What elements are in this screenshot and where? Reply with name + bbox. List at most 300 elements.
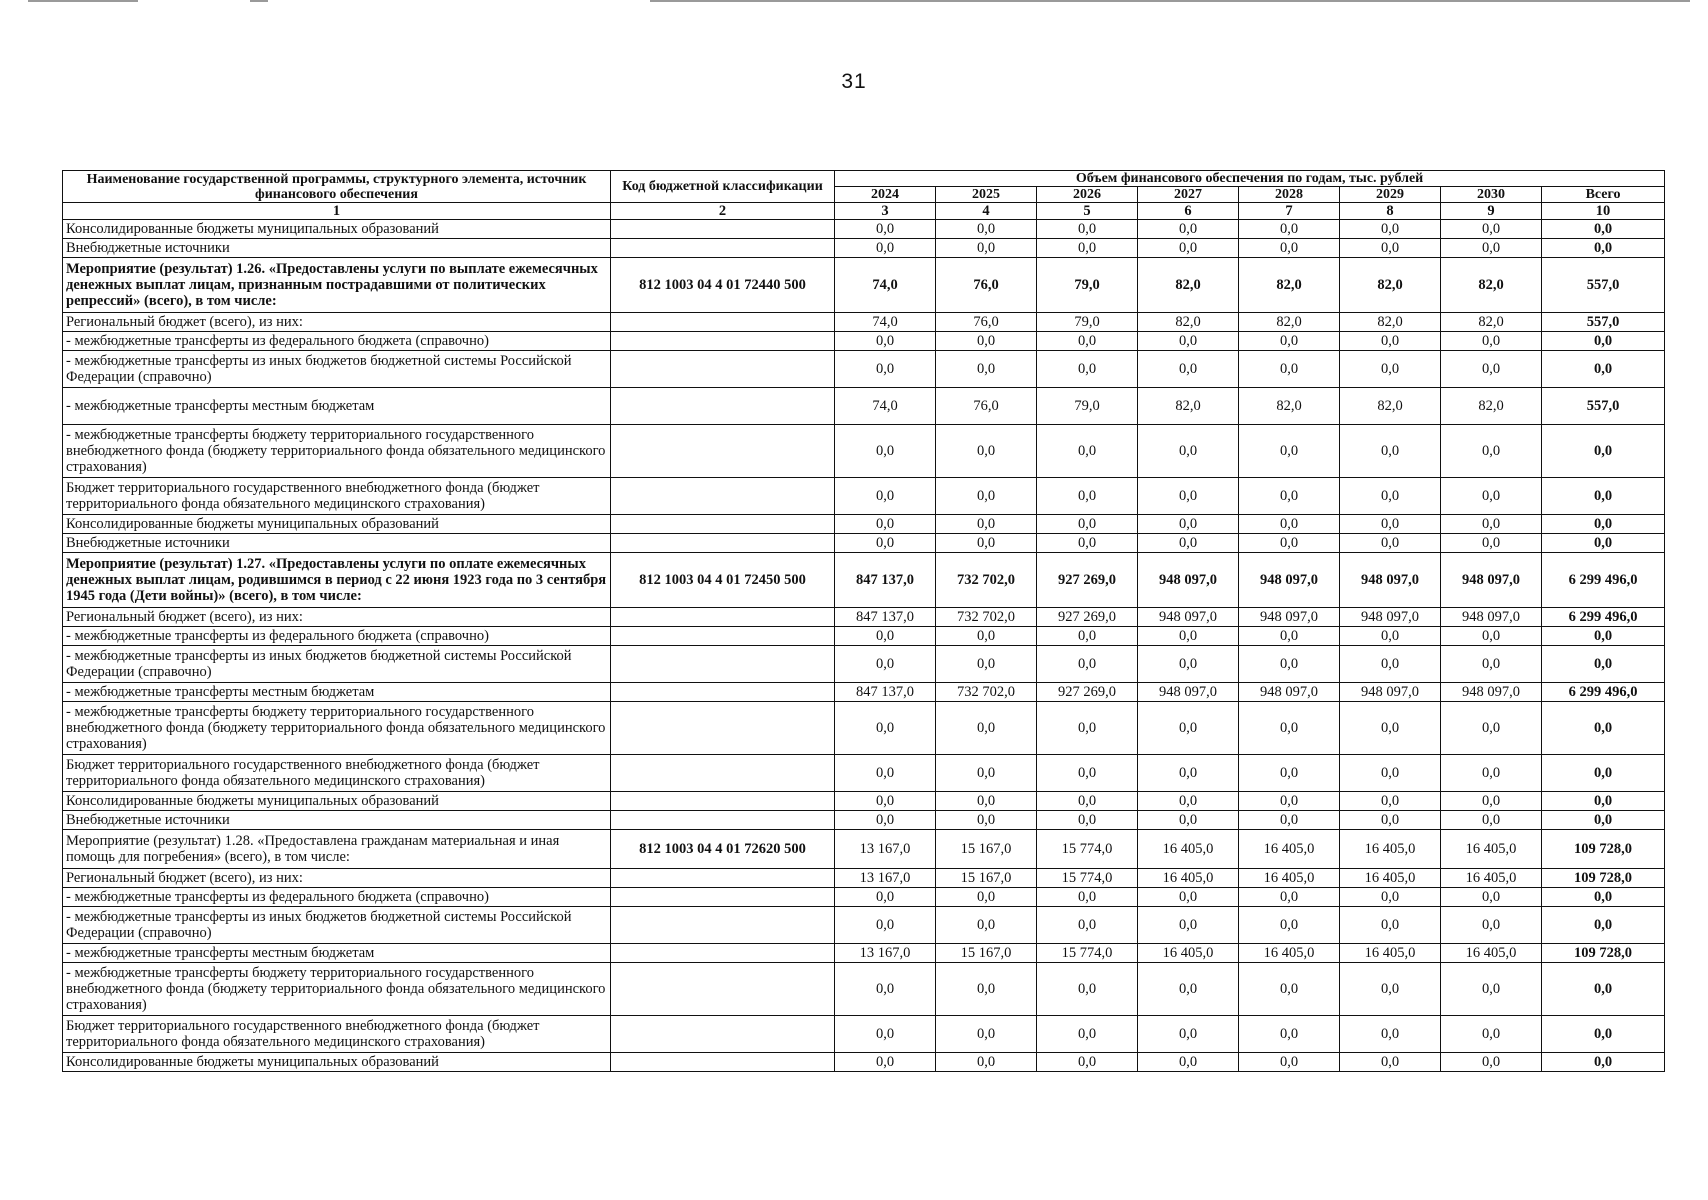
total-value-cell: 0,0 — [1542, 478, 1665, 515]
total-value-cell: 0,0 — [1542, 425, 1665, 478]
scan-edge-line — [250, 0, 268, 2]
year-value-cell: 16 405,0 — [1138, 944, 1239, 963]
header-row-1 — [63, 171, 1665, 187]
year-value-cell: 0,0 — [1441, 220, 1542, 239]
year-value-cell: 0,0 — [1340, 332, 1441, 351]
table-row — [63, 239, 1665, 258]
year-value-cell: 0,0 — [1239, 888, 1340, 907]
year-value-cell: 0,0 — [1239, 646, 1340, 683]
year-value-cell: 0,0 — [1239, 332, 1340, 351]
row-name-cell: - межбюджетные трансферты из иных бюджетов бюджетной системы Российской Федерации (справочно) — [63, 646, 611, 683]
year-value-cell: 0,0 — [1239, 627, 1340, 646]
total-value-cell: 0,0 — [1542, 888, 1665, 907]
year-value-cell: 0,0 — [1239, 755, 1340, 792]
budget-code-cell — [611, 515, 835, 534]
year-value-cell: 15 167,0 — [936, 944, 1037, 963]
budget-code-cell — [611, 239, 835, 258]
budget-code-cell — [611, 683, 835, 702]
year-value-cell: 0,0 — [1441, 646, 1542, 683]
year-value-cell: 82,0 — [1441, 313, 1542, 332]
year-value-cell: 0,0 — [1239, 515, 1340, 534]
column-number: 9 — [1441, 203, 1542, 220]
year-value-cell: 0,0 — [1340, 425, 1441, 478]
header-total: Всего — [1542, 187, 1665, 203]
year-value-cell: 15 774,0 — [1037, 830, 1138, 869]
row-name-cell: - межбюджетные трансферты из иных бюджетов бюджетной системы Российской Федерации (справочно) — [63, 907, 611, 944]
year-value-cell: 0,0 — [1138, 907, 1239, 944]
year-value-cell: 0,0 — [1441, 811, 1542, 830]
row-name-cell: Консолидированные бюджеты муниципальных образований — [63, 792, 611, 811]
row-name-cell: - межбюджетные трансферты местным бюджетам — [63, 944, 611, 963]
row-name-cell: Внебюджетные источники — [63, 534, 611, 553]
year-value-cell: 15 774,0 — [1037, 869, 1138, 888]
budget-code-cell — [611, 220, 835, 239]
year-value-cell: 0,0 — [936, 811, 1037, 830]
year-value-cell: 82,0 — [1340, 258, 1441, 313]
year-value-cell: 0,0 — [1138, 239, 1239, 258]
year-value-cell: 847 137,0 — [835, 608, 936, 627]
column-number: 7 — [1239, 203, 1340, 220]
year-value-cell: 0,0 — [1037, 792, 1138, 811]
column-number: 2 — [611, 203, 835, 220]
year-value-cell: 0,0 — [936, 534, 1037, 553]
year-value-cell: 847 137,0 — [835, 553, 936, 608]
table-row — [63, 646, 1665, 683]
year-value-cell: 0,0 — [1239, 478, 1340, 515]
total-value-cell: 109 728,0 — [1542, 944, 1665, 963]
table-row — [63, 1016, 1665, 1053]
column-number: 5 — [1037, 203, 1138, 220]
budget-code-cell — [611, 888, 835, 907]
year-value-cell: 0,0 — [936, 478, 1037, 515]
row-name-cell: - межбюджетные трансферты из иных бюджетов бюджетной системы Российской Федерации (справочно) — [63, 351, 611, 388]
total-value-cell: 0,0 — [1542, 1016, 1665, 1053]
year-value-cell: 79,0 — [1037, 258, 1138, 313]
year-value-cell: 0,0 — [1340, 702, 1441, 755]
column-number: 6 — [1138, 203, 1239, 220]
year-value-cell: 16 405,0 — [1138, 830, 1239, 869]
year-value-cell: 82,0 — [1441, 258, 1542, 313]
row-name-cell: - межбюджетные трансферты бюджету территориального государственного внебюджетного фонда (бюджету территориального фонда обязательного медицинского страхования) — [63, 425, 611, 478]
year-value-cell: 0,0 — [1037, 963, 1138, 1016]
year-value-cell: 0,0 — [936, 792, 1037, 811]
year-value-cell: 0,0 — [835, 907, 936, 944]
column-number: 8 — [1340, 203, 1441, 220]
budget-code-cell — [611, 388, 835, 425]
table-row — [63, 944, 1665, 963]
year-value-cell: 0,0 — [1037, 1053, 1138, 1072]
total-value-cell: 0,0 — [1542, 1053, 1665, 1072]
year-value-cell: 0,0 — [1138, 702, 1239, 755]
year-value-cell: 0,0 — [1037, 239, 1138, 258]
row-name-cell: - межбюджетные трансферты из федерального бюджета (справочно) — [63, 332, 611, 351]
table-row-measure — [63, 553, 1665, 608]
year-value-cell: 0,0 — [1340, 627, 1441, 646]
header-column-numbers — [63, 203, 1665, 220]
year-value-cell: 732 702,0 — [936, 553, 1037, 608]
year-value-cell: 76,0 — [936, 258, 1037, 313]
table-row — [63, 627, 1665, 646]
year-value-cell: 0,0 — [1340, 515, 1441, 534]
year-value-cell: 0,0 — [1138, 963, 1239, 1016]
year-value-cell: 0,0 — [1138, 1053, 1239, 1072]
year-value-cell: 16 405,0 — [1239, 944, 1340, 963]
year-value-cell: 0,0 — [1441, 627, 1542, 646]
year-value-cell: 16 405,0 — [1340, 944, 1441, 963]
table-row — [63, 869, 1665, 888]
year-value-cell: 0,0 — [1037, 534, 1138, 553]
year-value-cell: 0,0 — [1037, 351, 1138, 388]
year-value-cell: 0,0 — [936, 702, 1037, 755]
year-value-cell: 948 097,0 — [1441, 608, 1542, 627]
row-name-cell: - межбюджетные трансферты бюджету территориального государственного внебюджетного фонда (бюджету территориального фонда обязательного медицинского страхования) — [63, 702, 611, 755]
year-value-cell: 0,0 — [1441, 515, 1542, 534]
header-year: 2024 — [835, 187, 936, 203]
year-value-cell: 0,0 — [1441, 332, 1542, 351]
year-value-cell: 0,0 — [835, 220, 936, 239]
total-value-cell: 0,0 — [1542, 792, 1665, 811]
row-name-cell: Мероприятие (результат) 1.27. «Предоставлены услуги по оплате ежемесячных денежных выплат лицам, родившимся в период с 22 июня 1923 года по 3 сентября 1945 года (Дети войны)» (всего), в том числе: — [63, 553, 611, 608]
year-value-cell: 0,0 — [835, 534, 936, 553]
year-value-cell: 0,0 — [1239, 351, 1340, 388]
budget-code-cell — [611, 534, 835, 553]
year-value-cell: 732 702,0 — [936, 608, 1037, 627]
year-value-cell: 0,0 — [1441, 792, 1542, 811]
year-value-cell: 0,0 — [1138, 351, 1239, 388]
table-row — [63, 313, 1665, 332]
total-value-cell: 0,0 — [1542, 220, 1665, 239]
year-value-cell: 74,0 — [835, 258, 936, 313]
year-value-cell: 0,0 — [1340, 534, 1441, 553]
year-value-cell: 82,0 — [1239, 313, 1340, 332]
total-value-cell: 557,0 — [1542, 258, 1665, 313]
year-value-cell: 948 097,0 — [1239, 608, 1340, 627]
header-year: 2030 — [1441, 187, 1542, 203]
year-value-cell: 0,0 — [1037, 1016, 1138, 1053]
row-name-cell: Консолидированные бюджеты муниципальных образований — [63, 220, 611, 239]
year-value-cell: 0,0 — [835, 963, 936, 1016]
year-value-cell: 0,0 — [1138, 811, 1239, 830]
year-value-cell: 0,0 — [1239, 534, 1340, 553]
year-value-cell: 15 774,0 — [1037, 944, 1138, 963]
table-row — [63, 963, 1665, 1016]
table-row — [63, 907, 1665, 944]
table-row — [63, 888, 1665, 907]
budget-code-cell — [611, 627, 835, 646]
year-value-cell: 82,0 — [1138, 258, 1239, 313]
year-value-cell: 0,0 — [1340, 239, 1441, 258]
year-value-cell: 0,0 — [1037, 515, 1138, 534]
year-value-cell: 0,0 — [936, 332, 1037, 351]
year-value-cell: 0,0 — [1239, 907, 1340, 944]
total-value-cell: 109 728,0 — [1542, 869, 1665, 888]
year-value-cell: 0,0 — [1037, 888, 1138, 907]
year-value-cell: 16 405,0 — [1239, 869, 1340, 888]
row-name-cell: Региональный бюджет (всего), из них: — [63, 313, 611, 332]
year-value-cell: 76,0 — [936, 388, 1037, 425]
total-value-cell: 0,0 — [1542, 627, 1665, 646]
header-year: 2027 — [1138, 187, 1239, 203]
budget-code-cell — [611, 907, 835, 944]
row-name-cell: - межбюджетные трансферты местным бюджетам — [63, 683, 611, 702]
year-value-cell: 0,0 — [1340, 888, 1441, 907]
year-value-cell: 0,0 — [1340, 792, 1441, 811]
table-body — [63, 220, 1665, 1072]
year-value-cell: 927 269,0 — [1037, 553, 1138, 608]
row-name-cell: - межбюджетные трансферты из федерального бюджета (справочно) — [63, 888, 611, 907]
year-value-cell: 0,0 — [1340, 646, 1441, 683]
row-name-cell: Бюджет территориального государственного внебюджетного фонда (бюджет территориального фонда обязательного медицинского страхования) — [63, 755, 611, 792]
total-value-cell: 0,0 — [1542, 963, 1665, 1016]
year-value-cell: 0,0 — [936, 1053, 1037, 1072]
year-value-cell: 0,0 — [1037, 627, 1138, 646]
scan-edge-line — [28, 0, 138, 2]
table-row — [63, 351, 1665, 388]
year-value-cell: 76,0 — [936, 313, 1037, 332]
year-value-cell: 0,0 — [1239, 811, 1340, 830]
year-value-cell: 0,0 — [1340, 907, 1441, 944]
budget-code-cell — [611, 702, 835, 755]
row-name-cell: Внебюджетные источники — [63, 811, 611, 830]
year-value-cell: 0,0 — [835, 702, 936, 755]
year-value-cell: 0,0 — [1441, 888, 1542, 907]
year-value-cell: 0,0 — [1340, 1053, 1441, 1072]
header-year: 2025 — [936, 187, 1037, 203]
year-value-cell: 0,0 — [1340, 351, 1441, 388]
total-value-cell: 6 299 496,0 — [1542, 608, 1665, 627]
table-row — [63, 220, 1665, 239]
table-row-measure — [63, 830, 1665, 869]
row-name-cell: Консолидированные бюджеты муниципальных образований — [63, 515, 611, 534]
year-value-cell: 0,0 — [1138, 425, 1239, 478]
year-value-cell: 0,0 — [1239, 1053, 1340, 1072]
year-value-cell: 0,0 — [1239, 702, 1340, 755]
total-value-cell: 0,0 — [1542, 646, 1665, 683]
year-value-cell: 82,0 — [1239, 388, 1340, 425]
year-value-cell: 15 167,0 — [936, 830, 1037, 869]
total-value-cell: 0,0 — [1542, 755, 1665, 792]
year-value-cell: 927 269,0 — [1037, 608, 1138, 627]
year-value-cell: 927 269,0 — [1037, 683, 1138, 702]
header-code-cell: Код бюджетной классификации — [611, 171, 835, 203]
year-value-cell: 948 097,0 — [1441, 683, 1542, 702]
table-row — [63, 478, 1665, 515]
year-value-cell: 0,0 — [936, 515, 1037, 534]
year-value-cell: 0,0 — [835, 888, 936, 907]
table-row — [63, 811, 1665, 830]
year-value-cell: 0,0 — [1441, 534, 1542, 553]
year-value-cell: 16 405,0 — [1441, 869, 1542, 888]
year-value-cell: 16 405,0 — [1239, 830, 1340, 869]
total-value-cell: 0,0 — [1542, 351, 1665, 388]
financing-table — [62, 170, 1665, 1072]
year-value-cell: 0,0 — [835, 478, 936, 515]
table-row — [63, 388, 1665, 425]
table-row — [63, 1053, 1665, 1072]
budget-code-cell — [611, 646, 835, 683]
year-value-cell: 948 097,0 — [1239, 683, 1340, 702]
year-value-cell: 948 097,0 — [1138, 553, 1239, 608]
year-value-cell: 0,0 — [1037, 425, 1138, 478]
header-year: 2026 — [1037, 187, 1138, 203]
year-value-cell: 79,0 — [1037, 313, 1138, 332]
year-value-cell: 732 702,0 — [936, 683, 1037, 702]
year-value-cell: 0,0 — [936, 963, 1037, 1016]
year-value-cell: 0,0 — [1239, 425, 1340, 478]
year-value-cell: 82,0 — [1340, 388, 1441, 425]
year-value-cell: 0,0 — [1138, 755, 1239, 792]
year-value-cell: 0,0 — [1138, 534, 1239, 553]
budget-code-cell — [611, 351, 835, 388]
row-name-cell: Бюджет территориального государственного внебюджетного фонда (бюджет территориального фонда обязательного медицинского страхования) — [63, 478, 611, 515]
year-value-cell: 0,0 — [835, 1016, 936, 1053]
budget-code-cell — [611, 478, 835, 515]
total-value-cell: 0,0 — [1542, 515, 1665, 534]
year-value-cell: 0,0 — [1037, 332, 1138, 351]
year-value-cell: 0,0 — [1239, 963, 1340, 1016]
year-value-cell: 0,0 — [835, 792, 936, 811]
year-value-cell: 948 097,0 — [1138, 608, 1239, 627]
total-value-cell: 557,0 — [1542, 313, 1665, 332]
year-value-cell: 0,0 — [1037, 478, 1138, 515]
year-value-cell: 13 167,0 — [835, 944, 936, 963]
year-value-cell: 0,0 — [1138, 220, 1239, 239]
row-name-cell: Региональный бюджет (всего), из них: — [63, 608, 611, 627]
row-name-cell: - межбюджетные трансферты местным бюджетам — [63, 388, 611, 425]
year-value-cell: 0,0 — [1138, 792, 1239, 811]
table-row-measure — [63, 258, 1665, 313]
budget-code-cell — [611, 608, 835, 627]
year-value-cell: 0,0 — [1441, 425, 1542, 478]
year-value-cell: 847 137,0 — [835, 683, 936, 702]
year-value-cell: 0,0 — [1037, 646, 1138, 683]
year-value-cell: 0,0 — [1239, 1016, 1340, 1053]
year-value-cell: 0,0 — [835, 332, 936, 351]
year-value-cell: 0,0 — [1441, 702, 1542, 755]
total-value-cell: 0,0 — [1542, 702, 1665, 755]
row-name-cell: - межбюджетные трансферты из федерального бюджета (справочно) — [63, 627, 611, 646]
column-number: 4 — [936, 203, 1037, 220]
year-value-cell: 0,0 — [1037, 811, 1138, 830]
year-value-cell: 948 097,0 — [1239, 553, 1340, 608]
table-row — [63, 425, 1665, 478]
year-value-cell: 0,0 — [835, 811, 936, 830]
year-value-cell: 0,0 — [1239, 239, 1340, 258]
year-value-cell: 0,0 — [1138, 888, 1239, 907]
year-value-cell: 0,0 — [1037, 702, 1138, 755]
table-row — [63, 755, 1665, 792]
total-value-cell: 0,0 — [1542, 534, 1665, 553]
table-row — [63, 534, 1665, 553]
budget-code-cell: 812 1003 04 4 01 72620 500 — [611, 830, 835, 869]
row-name-cell: Бюджет территориального государственного внебюджетного фонда (бюджет территориального фонда обязательного медицинского страхования) — [63, 1016, 611, 1053]
header-name-cell: Наименование государственной программы, структурного элемента, источник финансового обеспечения — [63, 171, 611, 203]
year-value-cell: 13 167,0 — [835, 830, 936, 869]
year-value-cell: 0,0 — [835, 1053, 936, 1072]
year-value-cell: 0,0 — [936, 351, 1037, 388]
year-value-cell: 0,0 — [936, 627, 1037, 646]
budget-code-cell — [611, 792, 835, 811]
year-value-cell: 0,0 — [936, 220, 1037, 239]
budget-code-cell — [611, 332, 835, 351]
year-value-cell: 82,0 — [1441, 388, 1542, 425]
page-number: 31 — [841, 70, 867, 93]
year-value-cell: 0,0 — [835, 425, 936, 478]
year-value-cell: 0,0 — [1037, 220, 1138, 239]
budget-code-cell — [611, 425, 835, 478]
column-number: 3 — [835, 203, 936, 220]
budget-code-cell — [611, 811, 835, 830]
row-name-cell: Консолидированные бюджеты муниципальных образований — [63, 1053, 611, 1072]
column-number: 10 — [1542, 203, 1665, 220]
year-value-cell: 16 405,0 — [1441, 944, 1542, 963]
total-value-cell: 109 728,0 — [1542, 830, 1665, 869]
budget-code-cell: 812 1003 04 4 01 72450 500 — [611, 553, 835, 608]
year-value-cell: 0,0 — [835, 351, 936, 388]
column-number: 1 — [63, 203, 611, 220]
total-value-cell: 557,0 — [1542, 388, 1665, 425]
year-value-cell: 0,0 — [1340, 220, 1441, 239]
year-value-cell: 0,0 — [936, 239, 1037, 258]
year-value-cell: 0,0 — [1441, 351, 1542, 388]
year-value-cell: 82,0 — [1138, 388, 1239, 425]
year-value-cell: 0,0 — [1340, 963, 1441, 1016]
year-value-cell: 0,0 — [1138, 627, 1239, 646]
total-value-cell: 0,0 — [1542, 239, 1665, 258]
header-year: 2028 — [1239, 187, 1340, 203]
year-value-cell: 0,0 — [1239, 220, 1340, 239]
year-value-cell: 0,0 — [835, 515, 936, 534]
scan-edge-line — [650, 0, 1690, 2]
year-value-cell: 0,0 — [1441, 1016, 1542, 1053]
year-value-cell: 0,0 — [835, 239, 936, 258]
year-value-cell: 0,0 — [835, 646, 936, 683]
year-value-cell: 0,0 — [1239, 792, 1340, 811]
year-value-cell: 0,0 — [936, 755, 1037, 792]
year-value-cell: 0,0 — [1441, 239, 1542, 258]
year-value-cell: 948 097,0 — [1340, 608, 1441, 627]
budget-code-cell — [611, 313, 835, 332]
year-value-cell: 948 097,0 — [1340, 553, 1441, 608]
year-value-cell: 0,0 — [936, 425, 1037, 478]
total-value-cell: 0,0 — [1542, 332, 1665, 351]
year-value-cell: 79,0 — [1037, 388, 1138, 425]
year-value-cell: 0,0 — [1340, 811, 1441, 830]
row-name-cell: Региональный бюджет (всего), из них: — [63, 869, 611, 888]
total-value-cell: 6 299 496,0 — [1542, 553, 1665, 608]
year-value-cell: 15 167,0 — [936, 869, 1037, 888]
year-value-cell: 0,0 — [835, 755, 936, 792]
year-value-cell: 13 167,0 — [835, 869, 936, 888]
table-row — [63, 702, 1665, 755]
year-value-cell: 0,0 — [1138, 332, 1239, 351]
table-row — [63, 515, 1665, 534]
budget-code-cell — [611, 963, 835, 1016]
year-value-cell: 16 405,0 — [1441, 830, 1542, 869]
year-value-cell: 0,0 — [1340, 1016, 1441, 1053]
year-value-cell: 0,0 — [1441, 907, 1542, 944]
year-value-cell: 0,0 — [1138, 1016, 1239, 1053]
year-value-cell: 0,0 — [936, 646, 1037, 683]
total-value-cell: 0,0 — [1542, 907, 1665, 944]
table-row — [63, 608, 1665, 627]
year-value-cell: 82,0 — [1138, 313, 1239, 332]
year-value-cell: 948 097,0 — [1441, 553, 1542, 608]
year-value-cell: 0,0 — [1340, 755, 1441, 792]
table-row — [63, 792, 1665, 811]
year-value-cell: 948 097,0 — [1138, 683, 1239, 702]
year-value-cell: 16 405,0 — [1340, 869, 1441, 888]
